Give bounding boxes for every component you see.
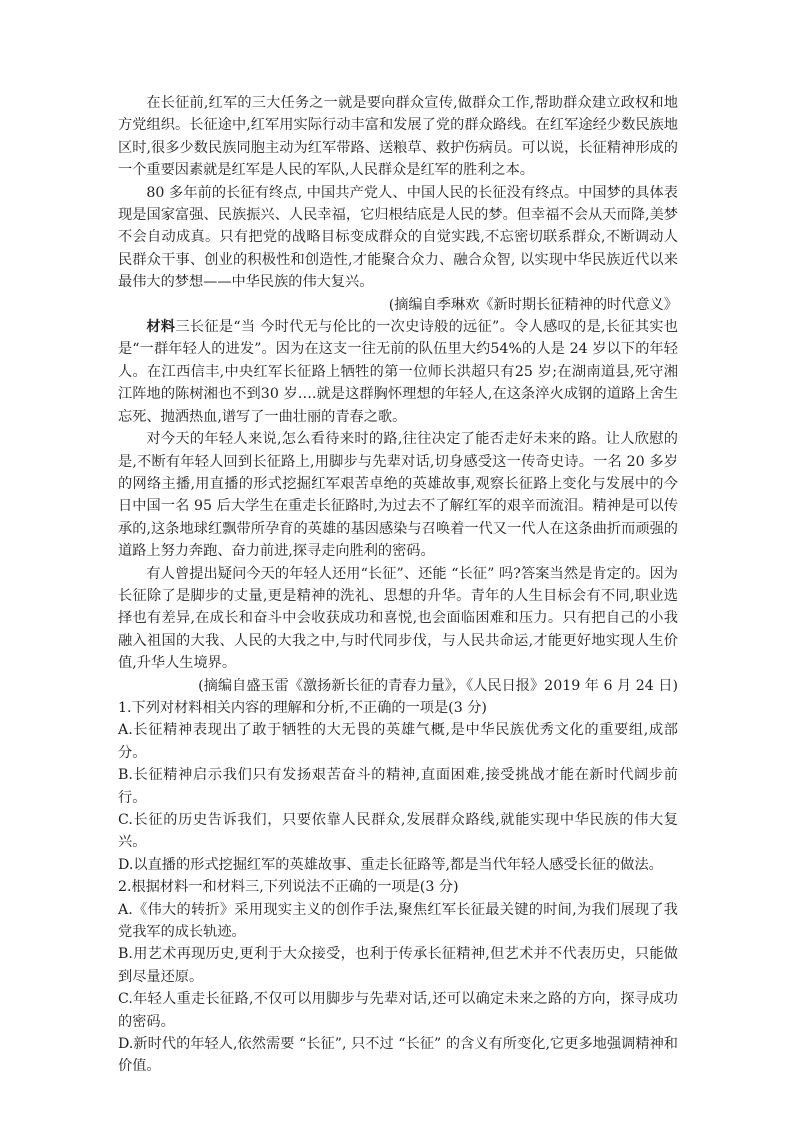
- document-page: [118, 92, 678, 1078]
- material-three-source: (摘编自盛玉雷《激扬新长征的青春力量》，《人民日报》2019 年 6 月 24 日): [198, 677, 678, 694]
- question-1-option-c[interactable]: C.长征的历史告诉我们，只要依靠人民群众,发展群众路线,就能实现中华民族的伟大复兴。: [118, 812, 678, 851]
- material-two-source: (摘编自季琳欢《新时期长征精神的时代意义》: [388, 296, 678, 313]
- question-2-option-c[interactable]: C.年轻人重走长征路,不仅可以用脚步与先辈对话,还可以确定未来之路的方向，探寻成功的密码。: [118, 991, 678, 1030]
- material-two-paragraph-2: 80 多年前的长征有终点, 中国共产党人、中国人民的长征没有终点。中国梦的具体表现是国家富强、民族振兴、人民幸福，它归根结底是人民的梦。但幸福不会从天而降,美梦不会自动成真。只有把党的战略目标变成群众的自觉实践,不忘密切联系群众,不断调动人民群众干事、创业的积极性和创造性,才能聚合众力、融合众智, 以实现中华民族近代以来最伟大的梦想——中华民族的伟大复兴。: [118, 184, 678, 291]
- material-three-paragraph-2: 对今天的年轻人来说,怎么看待来时的路,往往决定了能否走好未来的路。让人欣慰的是,不断有年轻人回到长征路上,用脚步与先辈对话,切身感受这一传奇史诗。一名 20 多岁的网络主播,用直播的形式挖掘红军艰苦卓绝的英雄故事,观察长征路上变化与发展中的今日中国一名 95 后大学生在重走长征路时,为过去不了解红军的艰辛而流泪。精神是可以传承的,这条地球红飘带所孕育的英雄的基因感染与召唤着一代又一代人在这条曲折而顽强的道路上努力奔跑、奋力前进,探寻走向胜利的密码。: [118, 431, 678, 560]
- question-2-stem: 2.根据材料一和材料三,下列说法不正确的一项是(3 分): [118, 879, 459, 896]
- question-2-option-d[interactable]: D.新时代的年轻人,依然需要 “长征”, 只不过 “长征” 的含义有所变化,它更多地强调精神和价值。: [118, 1036, 678, 1075]
- question-1-option-a[interactable]: A.长征精神表现出了敢于牺牲的大无畏的英雄气概,是中华民族优秀文化的重要组,成部分。: [118, 722, 678, 761]
- material-three-paragraph-1-text: 三长征是“当 今时代无与伦比的一次史诗般的远征”。令人感叹的是,长征其实也是“一群年轻人的进发”。因为在这支一往无前的队伍里大约54%的人是 24 岁以下的年轻人。在江西信丰,中央红军长征路上牺牲的第一位师长洪超只有25 岁;在湖南道县,死守湘江阵地的陈树湘也不到30 岁….就是这群胸怀理想的年轻人,在这条淬火成钢的道路上舍生忘死、抛洒热血,谱写了一曲壮丽的青春之歌。: [118, 319, 678, 425]
- question-1-option-b[interactable]: B.长征精神启示我们只有发扬艰苦奋斗的精神,直面困难,接受挑战才能在新时代阔步前行。: [118, 767, 678, 806]
- question-1-stem: 1.下列对材料相关内容的理解和分析,不正确的一项是(3 分): [118, 699, 487, 716]
- question-1-option-d[interactable]: D.以直播的形式挖掘红军的英雄故事、重走长征路等,都是当代年轻人感受长征的做法。: [118, 856, 663, 873]
- material-three-paragraph-3: 有人曾提出疑问今天的年轻人还用“长征”、还能 “长征” 吗?答案当然是肯定的。因为长征除了是脚步的丈量,更是精神的洗礼、思想的升华。青年的人生目标会有不同,职业选择也有差异,在成长和奋斗中会收获成功和喜悦,也会面临困难和压力。只有把自己的小我融入祖国的大我、人民的大我之中,与时代同步伐，与人民共命运,才能更好地实现人生价值,升华人生境界。: [118, 565, 678, 672]
- question-2-option-a[interactable]: A.《伟大的转折》采用现实主义的创作手法,聚焦红军长征最关键的时间,为我们展现了我党我军的成长轨迹。: [118, 901, 678, 941]
- material-three-label: 材料: [146, 319, 176, 336]
- question-2-option-b[interactable]: B.用艺术再现历史,更利于大众接受，也利于传承长征精神,但艺术并不代表历史，只能做到尽量还原。: [118, 946, 678, 985]
- material-three-paragraph-1: [118, 316, 678, 428]
- material-two-paragraph-1: 在长征前,红军的三大任务之一就是要向群众宣传,做群众工作,帮助群众建立政权和地方党组织。长征途中,红军用实际行动丰富和发展了党的群众路线。在红军途经少数民族地区时,很多少数民族同胞主动为红军带路、送粮草、救护伤病员。可以说，长征精神形成的一个重要因素就是红军是人民的军队,人民群众是红军的胜利之本。: [118, 95, 678, 179]
